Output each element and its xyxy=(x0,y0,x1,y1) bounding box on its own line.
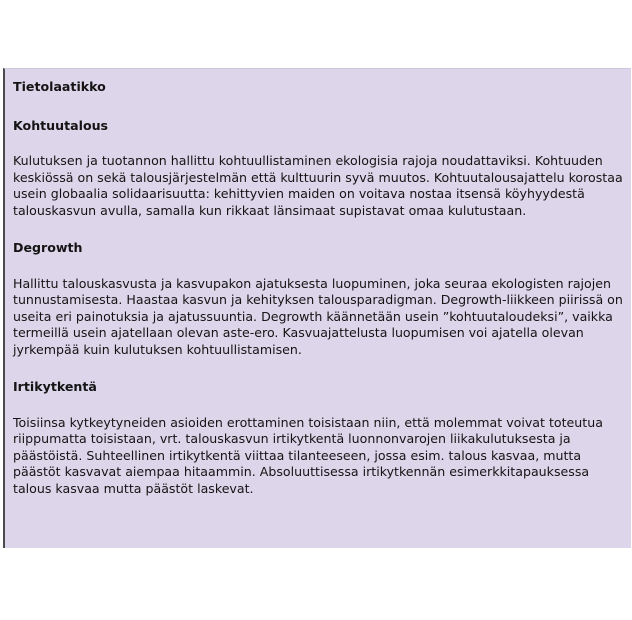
section-degrowth xyxy=(13,240,623,358)
section-heading: Irtikytkentä xyxy=(13,379,97,394)
section-irtikytkenta xyxy=(13,379,623,497)
info-box xyxy=(3,68,631,548)
section-kohtuutalous xyxy=(13,118,623,220)
section-heading: Degrowth xyxy=(13,240,83,255)
section-text: Toisiinsa kytkeytyneiden asioiden erottaminen toisistaan niin, että molemmat voivat toteutua riippumatta toisistaan, vrt. talouskasvun irtikytkentä luonnonvarojen liikakulutuksesta ja päästöistä. Suhteellinen irtikytkentä viittaa tilanteeseen, jossa esim. talous kasvaa, mutta päästöt kasvavat aiempaa hitaammin. Absoluuttisessa irtikytkennän esimerkkitapauksessa talous kasvaa mutta päästöt laskevat. xyxy=(13,414,603,496)
section-text: Hallittu talouskasvusta ja kasvupakon ajatuksesta luopuminen, joka seuraa ekologisten rajojen tunnustamisesta. Haastaa kasvun ja kehityksen talousparadigman. Degrowth-liikkeen piirissä on useita eri painotuksia ja ajatussuuntia. Degrowth käännetään usein ”kohtuutaloudeksi”, vaikka termeillä usein ajatellaan olevan aste-ero. Kasvuajattelusta luopumisen voi ajatella olevan jyrkempää kuin kulutuksen kohtuullistamisen. xyxy=(13,275,623,357)
section-heading: Kohtuutalous xyxy=(13,117,109,133)
info-box-title: Tietolaatikko xyxy=(13,79,106,94)
section-text: Kulutuksen ja tuotannon hallittu kohtuullistaminen ekologisia rajoja noudattaviksi. Kohtuuden keskiössä on sekä talousjärjestelmän että kulttuurin syvä muutos. Kohtuutalousajattelu korostaa usein globaalia solidaarisuutta: kehittyvien maiden on voitava nostaa itsensä köyhyydestä talouskasvun avulla, samalla kun rikkaat länsimaat supistavat omaa kulutustaan. xyxy=(13,153,623,218)
